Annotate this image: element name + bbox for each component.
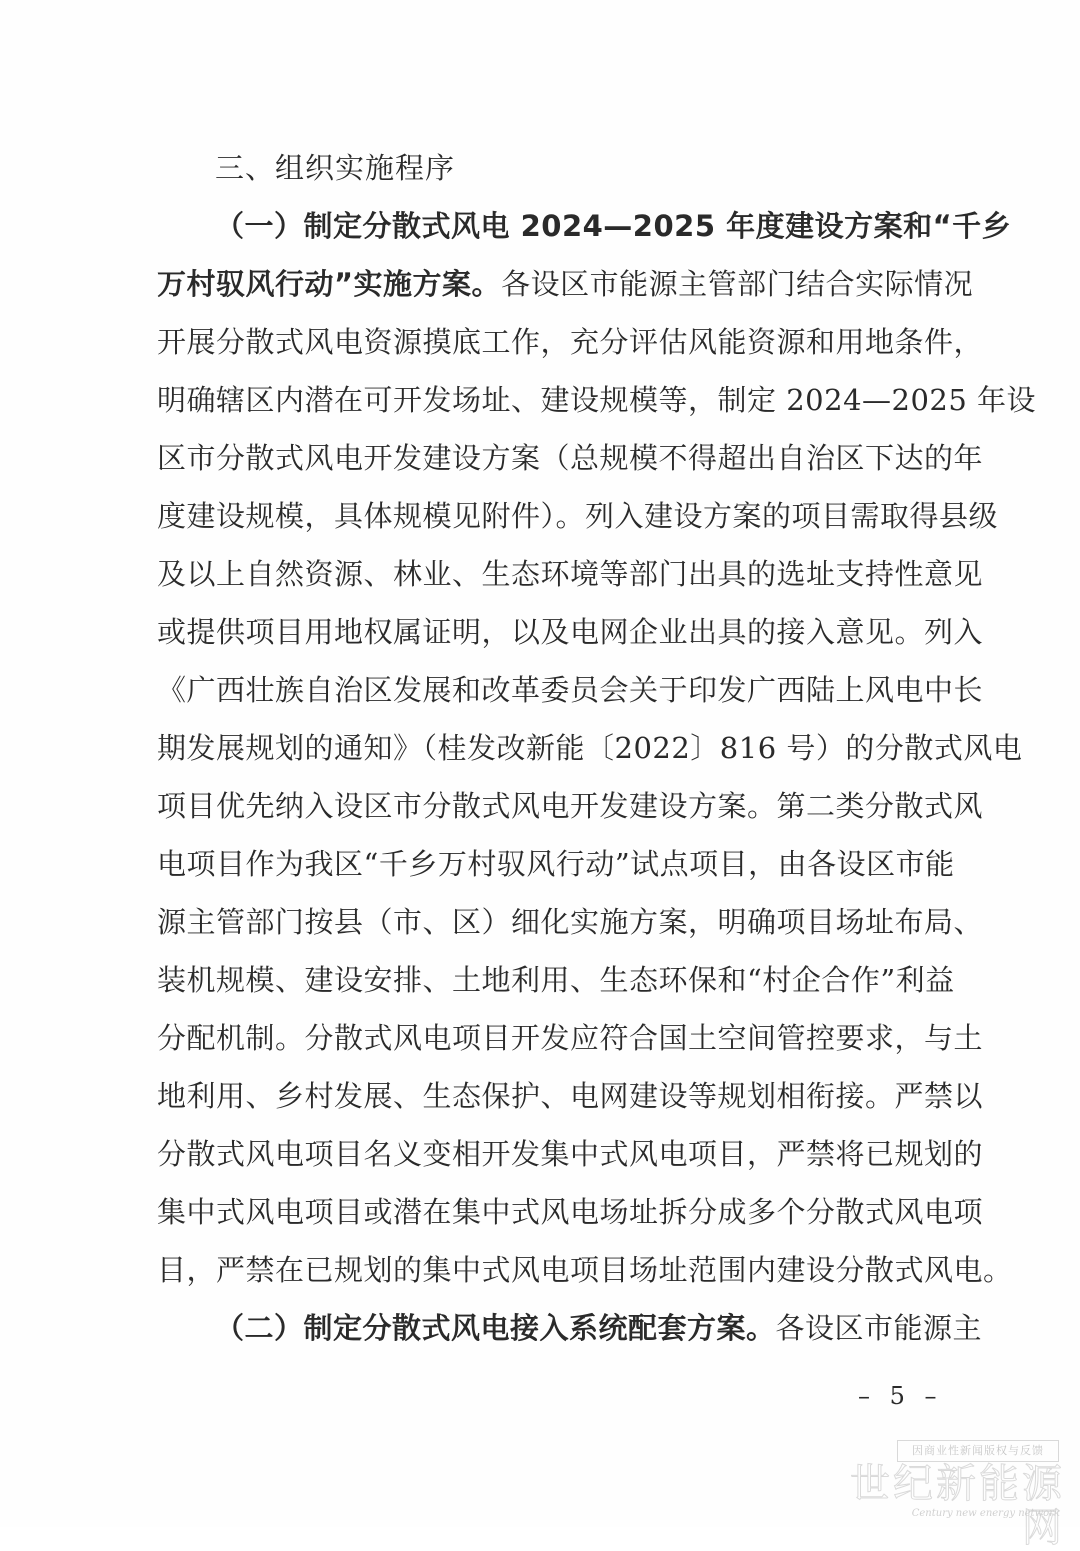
para2-text: 各设区市能源主 [775,1311,983,1345]
para1-line-16: 地利用、乡村发展、生态保护、电网建设等规划相衔接。严禁以 [157,1079,984,1113]
para1-line-17: 分散式风电项目名义变相开发集中式风电项目，严禁将已规划的 [157,1137,984,1171]
watermark-title: 世纪新能源网 [850,1461,1065,1551]
para1-line-9: 《广西壮族自治区发展和改革委员会关于印发广西陆上风电中长 [157,673,984,707]
para1-bold-title-part2: 万村驭风行动”实施方案。 [157,267,502,301]
para1-line2-text: 各设区市能源主管部门结合实际情况 [501,267,974,301]
para1-line-8: 或提供项目用地权属证明，以及电网企业出具的接入意见。列入 [157,615,984,649]
para1-line-14: 装机规模、建设安排、土地利用、生态环保和“村企合作”利益 [157,963,955,997]
para1-line-11: 项目优先纳入设区市分散式风电开发建设方案。第二类分散式风 [157,789,984,823]
para1-line-19: 目，严禁在已规划的集中式风电项目场址范围内建设分散式风电。 [157,1253,1013,1287]
para1-line-10: 期发展规划的通知》（桂发改新能〔2022〕816 号）的分散式风电 [157,731,1023,765]
para1-line-6: 度建设规模，具体规模见附件）。列入建设方案的项目需取得县级 [157,499,999,533]
para1-line-7: 及以上自然资源、林业、生态环境等部门出具的选址支持性意见 [157,557,984,591]
para2-line-1 [215,1308,983,1348]
para1-line-1 [215,206,1012,246]
para1-line-18: 集中式风电项目或潜在集中式风电场址拆分成多个分散式风电项 [157,1195,984,1229]
para1-bold-title-part1: （一）制定分散式风电 2024—2025 年度建设方案和“千乡 [215,209,1012,243]
section-heading: 三、组织实施程序 [215,151,456,185]
watermark [845,1440,1065,1551]
para1-line-13: 源主管部门按县（市、区）细化实施方案，明确项目场址布局、 [157,905,984,939]
page-number: – 5 – [858,1382,943,1410]
para1-line-2 [157,264,974,304]
watermark-subtitle: Century new energy network [911,1508,1060,1519]
watermark-notice: 因商业性新闻版权与反馈 [897,1440,1059,1462]
para2-bold-title: （二）制定分散式风电接入系统配套方案。 [215,1311,776,1345]
para1-line-4: 明确辖区内潜在可开发场址、建设规模等，制定 2024—2025 年设 [157,383,1037,417]
para1-line-3: 开展分散式风电资源摸底工作，充分评估风能资源和用地条件， [157,325,984,359]
para1-line-5: 区市分散式风电开发建设方案（总规模不得超出自治区下达的年 [157,441,984,475]
para1-line-12: 电项目作为我区“千乡万村驭风行动”试点项目，由各设区市能 [157,847,955,881]
para1-line-15: 分配机制。分散式风电项目开发应符合国土空间管控要求，与土 [157,1021,984,1055]
